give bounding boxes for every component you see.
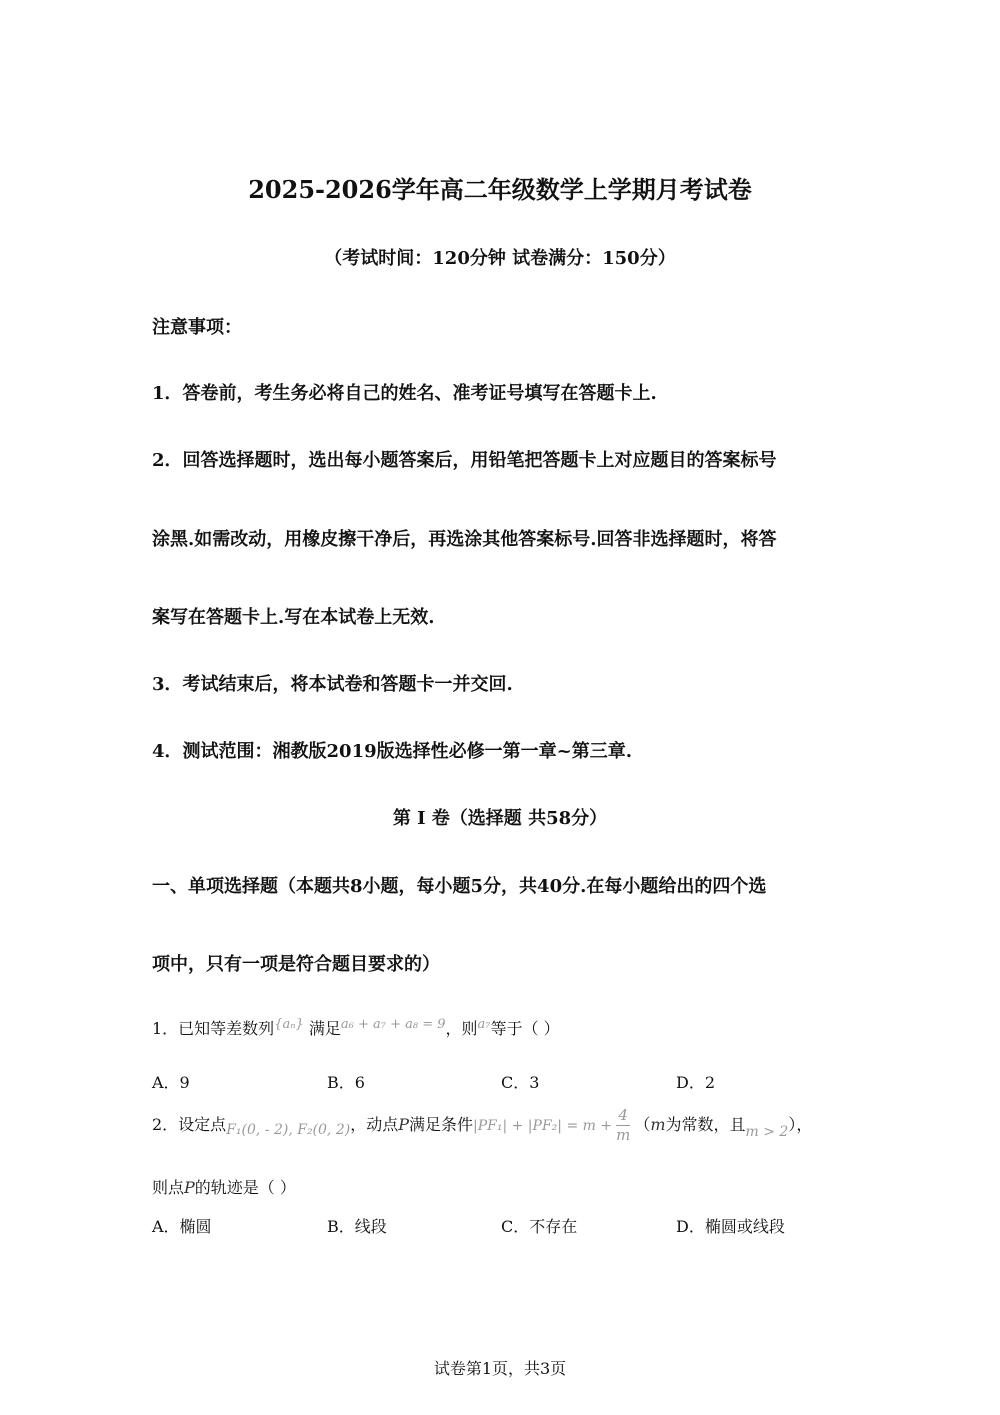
q2-mid2: 满足条件 — [408, 1115, 473, 1134]
note-line-3: 涂黑.如需改动，用橡皮擦干净后，再选涂其他答案标号.回答非选择题时，将答 — [152, 529, 777, 550]
section-title: 第 I 卷（选择题 共58分） — [392, 808, 608, 829]
q2-frac-num: 4 — [616, 1108, 630, 1126]
note-line-5: 3．考试结束后，将本试卷和答题卡一并交回. — [152, 674, 513, 695]
q1-mid: 满足 — [308, 1019, 341, 1038]
note-line-1: 1．答卷前，考生务必将自己的姓名、准考证号填写在答题卡上. — [152, 383, 657, 404]
q2-prefix: 2．设定点 — [152, 1115, 227, 1134]
q1-suffix: 等于（ ） — [490, 1019, 560, 1038]
q1-sequence: {aₙ} — [274, 1017, 304, 1032]
note-line-6: 4．测试范围：湘教版2019版选择性必修一第一章~第三章. — [152, 741, 632, 762]
q1-option-d: D．2 — [676, 1073, 716, 1092]
q2-var-p: P — [398, 1115, 409, 1134]
q2-option-c: C．不存在 — [501, 1217, 578, 1236]
question-2 — [152, 1108, 812, 1143]
q1-prefix: 1．已知等差数列 — [152, 1019, 275, 1038]
q2-option-b: B．线段 — [327, 1217, 387, 1236]
q2-frac-den: m — [616, 1126, 631, 1144]
exam-title: 2025-2026学年高二年级数学上学期月考试卷 — [248, 175, 752, 204]
part-one-line-2: 项中，只有一项是符合题目要求的） — [152, 954, 440, 975]
q1-option-c: C．3 — [501, 1073, 540, 1092]
q2-mid3: 为常数，且 — [665, 1115, 746, 1134]
notes-heading: 注意事项： — [152, 317, 242, 338]
q2-condition: |PF₁| + |PF₂| = m + — [473, 1118, 613, 1134]
page-footer: 试卷第1页，共3页 — [433, 1359, 567, 1378]
exam-subtitle: （考试时间：120分钟 试卷满分：150分） — [324, 248, 676, 269]
q2-paren-open: （ — [634, 1115, 651, 1134]
q1-option-b: B．6 — [327, 1073, 365, 1092]
question-2-line-2 — [152, 1175, 296, 1198]
q2-line2-prefix: 则点 — [152, 1178, 185, 1197]
note-line-2: 2．回答选择题时，选出每小题答案后，用铅笔把答题卡上对应题目的答案标号 — [152, 450, 777, 471]
question-1 — [152, 1016, 560, 1039]
q2-mid: ，动点 — [350, 1115, 399, 1134]
q1-formula: a₆ + a₇ + a₈ = 9 — [340, 1017, 446, 1032]
q2-option-d: D．椭圆或线段 — [676, 1217, 785, 1236]
q1-option-a: A．9 — [152, 1073, 190, 1092]
q2-paren-close: ）， — [788, 1115, 813, 1134]
q2-points: F₁(0, - 2), F₂(0, 2) — [226, 1122, 351, 1138]
q2-line2-var: P — [184, 1178, 195, 1197]
q2-fraction — [616, 1108, 630, 1143]
q2-line2-suffix: 的轨迹是（ ） — [194, 1178, 296, 1197]
part-one-line-1: 一、单项选择题（本题共8小题，每小题5分，共40分.在每小题给出的四个选 — [152, 876, 767, 897]
q2-option-a: A．椭圆 — [152, 1217, 212, 1236]
q1-mid2: ，则 — [445, 1019, 478, 1038]
q2-inequality: m > 2 — [745, 1124, 789, 1140]
q1-target: a₇ — [477, 1017, 491, 1032]
q2-var-m: m — [650, 1115, 666, 1134]
note-line-4: 案写在答题卡上.写在本试卷上无效. — [152, 607, 435, 628]
